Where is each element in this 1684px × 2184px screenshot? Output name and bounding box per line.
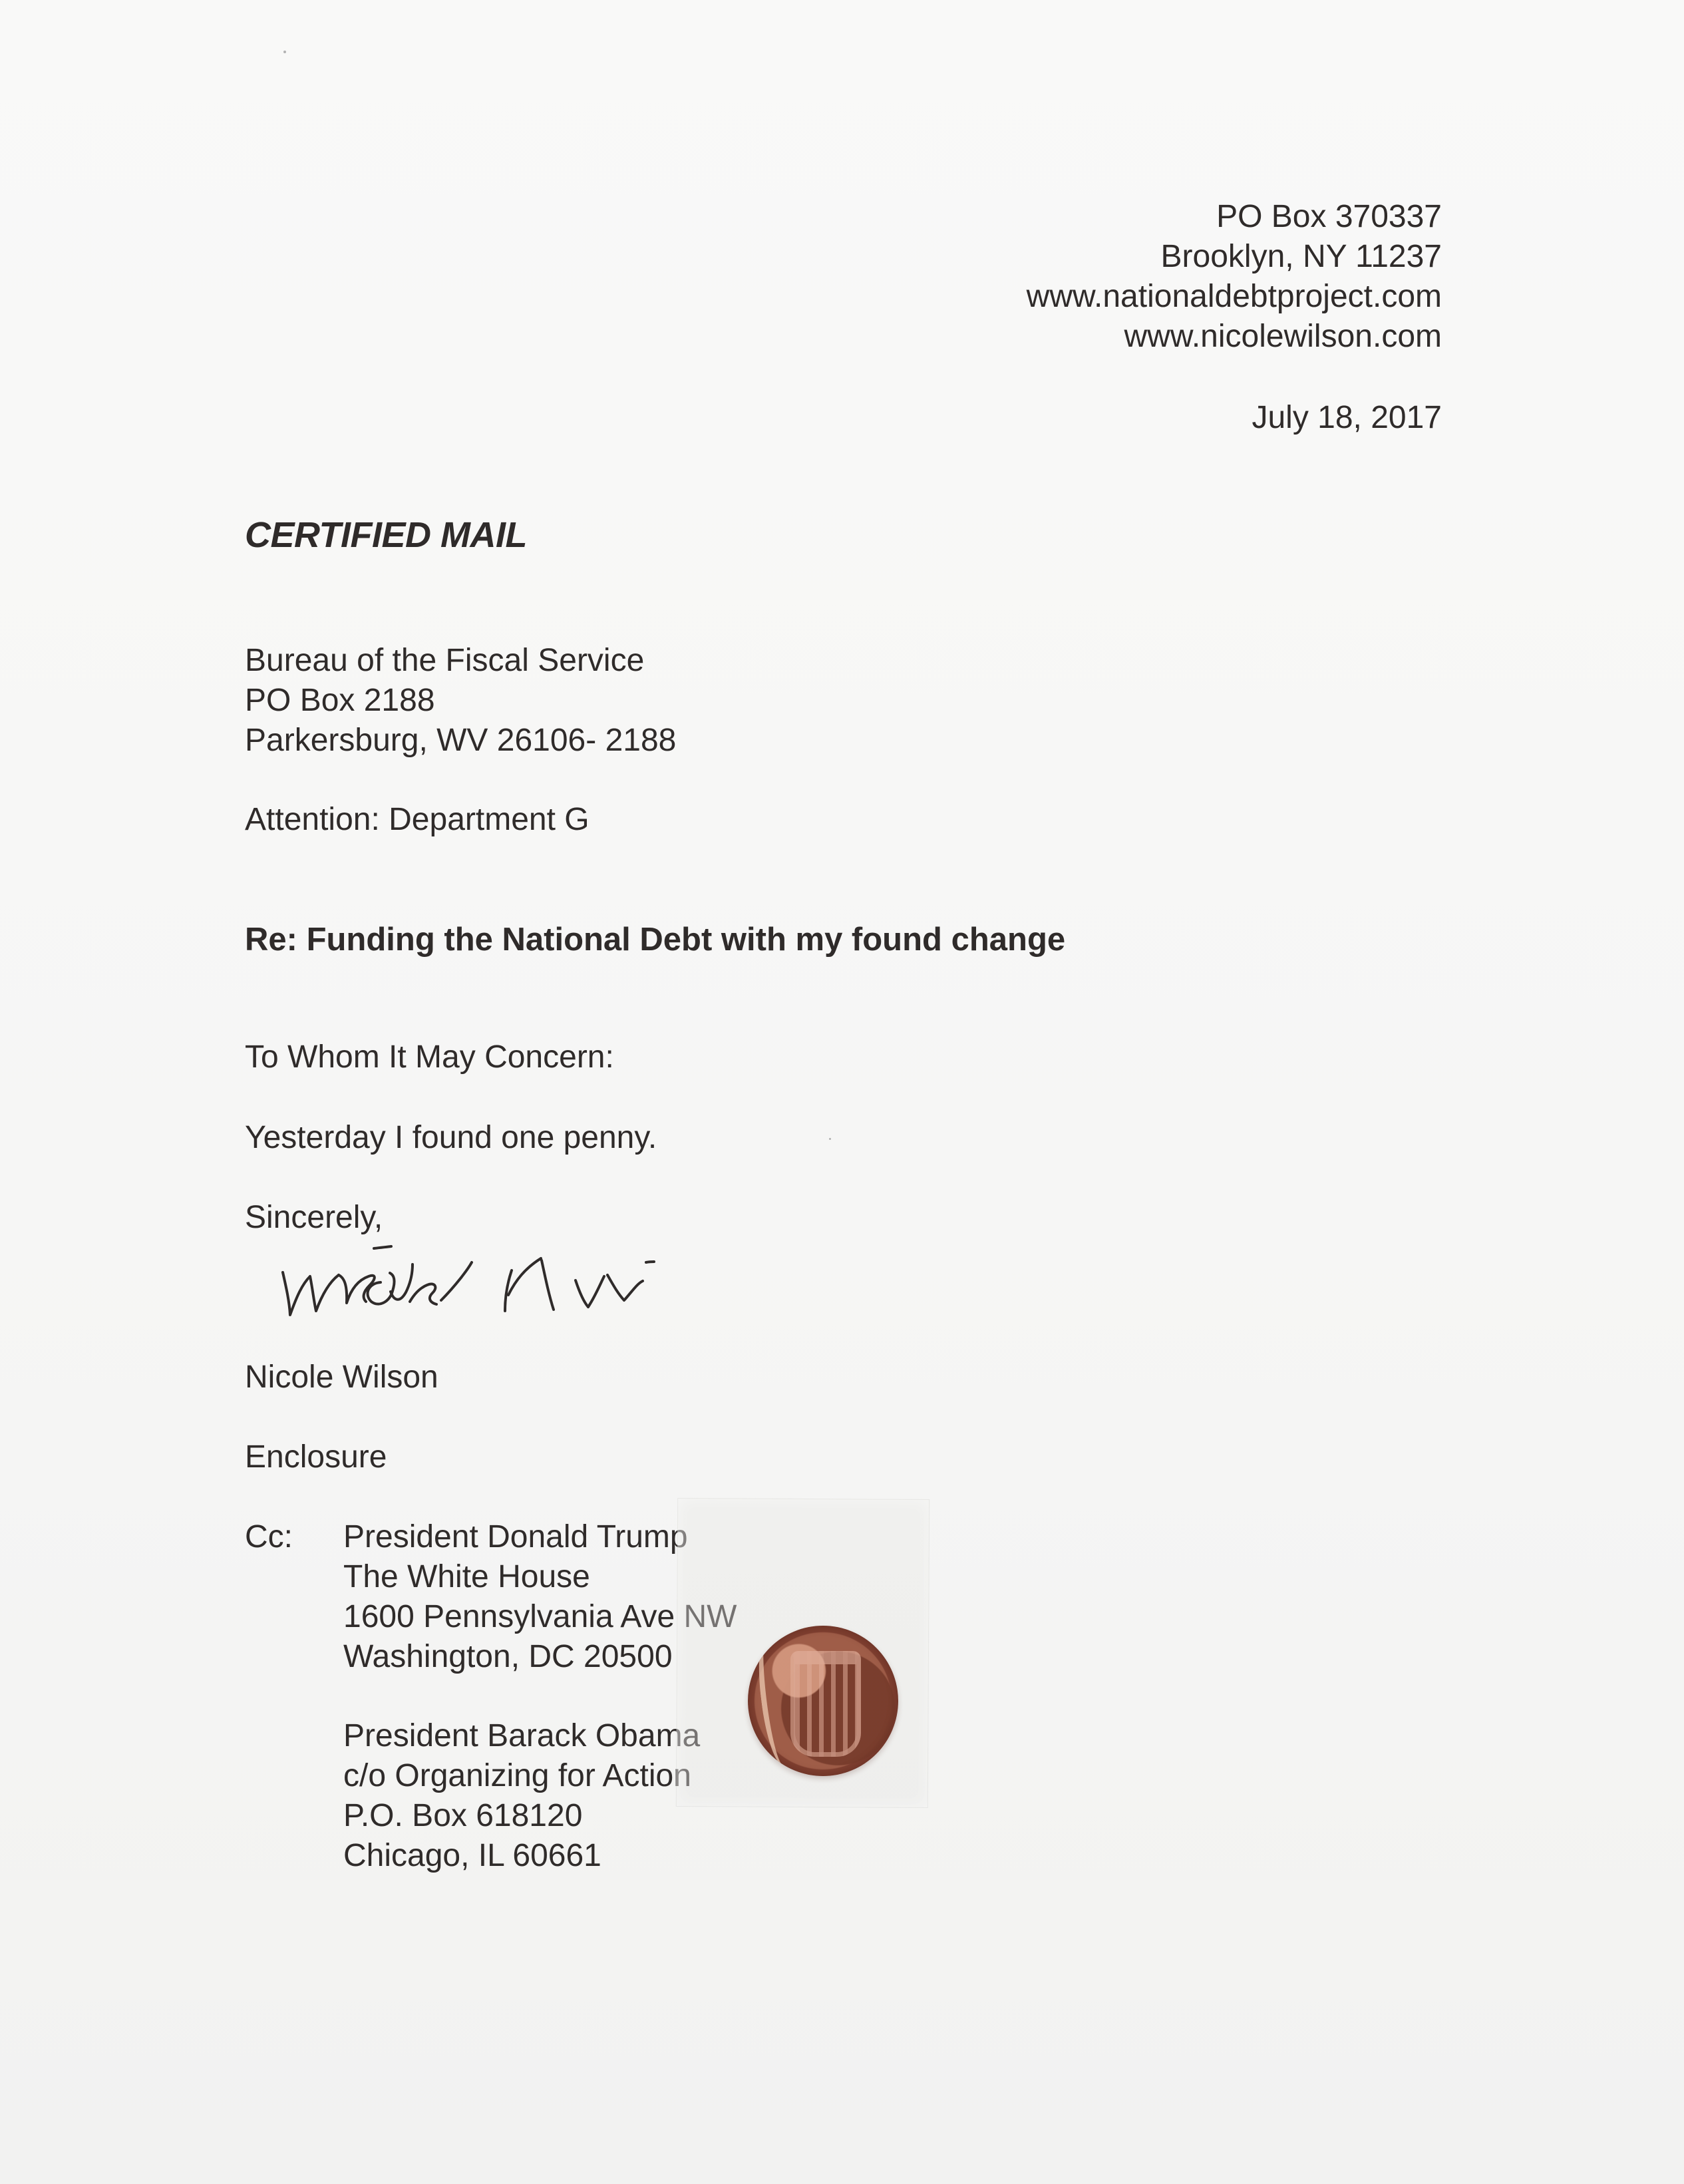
shield-icon [790,1651,861,1757]
cc-recipient-line: President Barack Obama [343,1718,701,1753]
cc-recipient-line: c/o Organizing for Action [343,1758,691,1793]
cc-recipient-line: President Donald Trump [343,1519,688,1554]
cc-recipient-line: P.O. Box 618120 [343,1798,583,1833]
sender-address [936,197,1442,357]
recipient-address-line: PO Box 2188 [245,683,435,718]
cc-recipient-line: 1600 Pennsylvania Ave NW [343,1599,737,1634]
penny-icon [748,1626,898,1776]
cc-recipient-line: The White House [343,1559,590,1594]
attention-line: Attention: Department G [245,802,589,837]
paper-speck [283,51,286,53]
letter-body: Yesterday I found one penny. [245,1120,657,1155]
closing: Sincerely, [245,1200,383,1235]
sender-address-line: PO Box 370337 [1216,199,1442,234]
signer-name: Nicole Wilson [245,1360,438,1395]
salutation: To Whom It May Concern: [245,1039,614,1075]
sender-website-link: www.nationaldebtproject.com [1026,279,1442,314]
cc-label: Cc: [245,1519,293,1554]
letter-date: July 18, 2017 [1252,400,1442,435]
handwritten-signature [278,1232,724,1332]
sender-address-line: Brooklyn, NY 11237 [1160,239,1442,274]
sender-website-link: www.nicolewilson.com [1124,319,1442,354]
paper-speck [829,1138,831,1140]
recipient-address-line: Parkersburg, WV 26106- 2188 [245,723,677,758]
subject-line: Re: Funding the National Debt with my found change [245,922,1066,958]
enclosure-note: Enclosure [245,1439,387,1475]
cc-recipient-obama [343,1716,700,1876]
recipient-address-line: Bureau of the Fiscal Service [245,643,645,678]
delivery-method: CERTIFIED MAIL [245,515,527,555]
recipient-address [245,641,676,761]
cc-recipient-line: Washington, DC 20500 [343,1639,673,1674]
cc-recipient-line: Chicago, IL 60661 [343,1838,601,1873]
